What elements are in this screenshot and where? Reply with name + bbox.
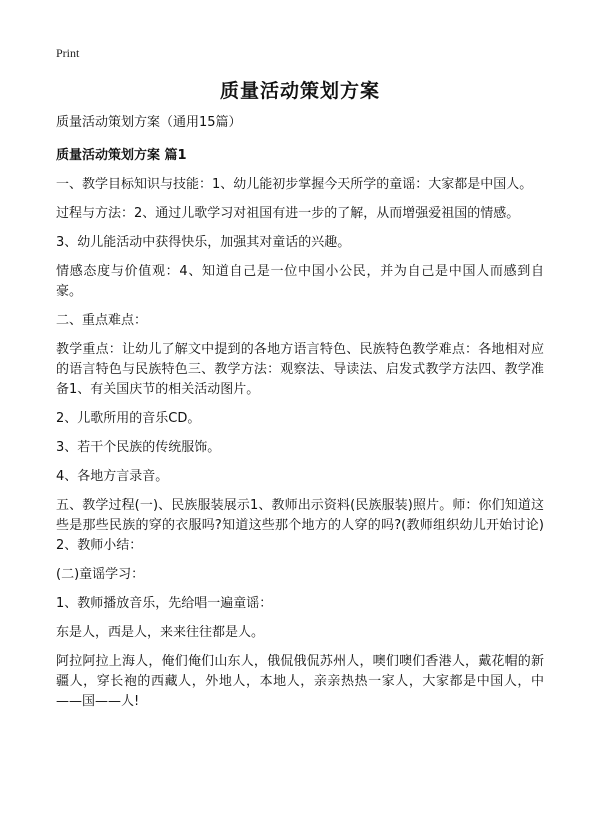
paragraph-attitude-values: 情感态度与价值观：4、知道自己是一位中国小公民，并为自己是中国人而感到自豪。 <box>56 264 544 299</box>
paragraph-music-cd: 2、儿歌所用的音乐CD。 <box>56 411 201 426</box>
paragraph-objectives: 一、教学目标知识与技能：1、幼儿能初步掌握今天所学的童谣：大家都是中国人。 <box>56 177 533 192</box>
paragraph-costumes: 3、若干个民族的传统服饰。 <box>56 440 221 455</box>
paragraph-rhyme-verse: 阿拉阿拉上海人，俺们俺们山东人，俄侃俄侃苏州人，噢们噢们香港人，戴花帽的新疆人，穿长袍的西藏人，外地人，本地人，亲亲热热一家人，大家都是中国人，中——国——人! <box>56 654 544 709</box>
document-subtitle: 质量活动策划方案（通用15篇） <box>56 115 242 130</box>
paragraph-dialect-recordings: 4、各地方言录音。 <box>56 469 169 484</box>
paragraph-key-points-heading: 二、重点难点： <box>56 313 148 328</box>
section-heading: 质量活动策划方案 篇1 <box>56 148 187 163</box>
paragraph-teacher-plays-music: 1、教师播放音乐，先给唱一遍童谣： <box>56 596 273 611</box>
paragraph-interest: 3、幼儿能活动中获得快乐，加强其对童话的兴趣。 <box>56 235 351 250</box>
paragraph-rhyme-learning: (二)童谣学习： <box>56 567 145 582</box>
document-title: 质量活动策划方案 <box>219 80 380 102</box>
paragraph-teaching-process: 五、教学过程(一)、民族服装展示1、教师出示资料(民族服装)照片。师：你们知道这些是那些民族的穿的衣服吗?知道这些那个地方的人穿的吗?(教师组织幼儿开始讨论)2、教师小结： <box>56 498 544 553</box>
paragraph-rhyme-line-1: 东是人，西是人，来来往往都是人。 <box>56 625 265 640</box>
paragraph-key-points: 教学重点：让幼儿了解文中提到的各地方语言特色、民族特色教学难点：各地相对应的语言特色与民族特色三、教学方法：观察法、导读法、启发式教学方法四、教学准备1、有关国庆节的相关活动图片。 <box>56 342 544 397</box>
paragraph-process-method: 过程与方法：2、通过儿歌学习对祖国有进一步的了解，从而增强爱祖国的情感。 <box>56 206 520 221</box>
print-label: Print <box>56 46 80 60</box>
